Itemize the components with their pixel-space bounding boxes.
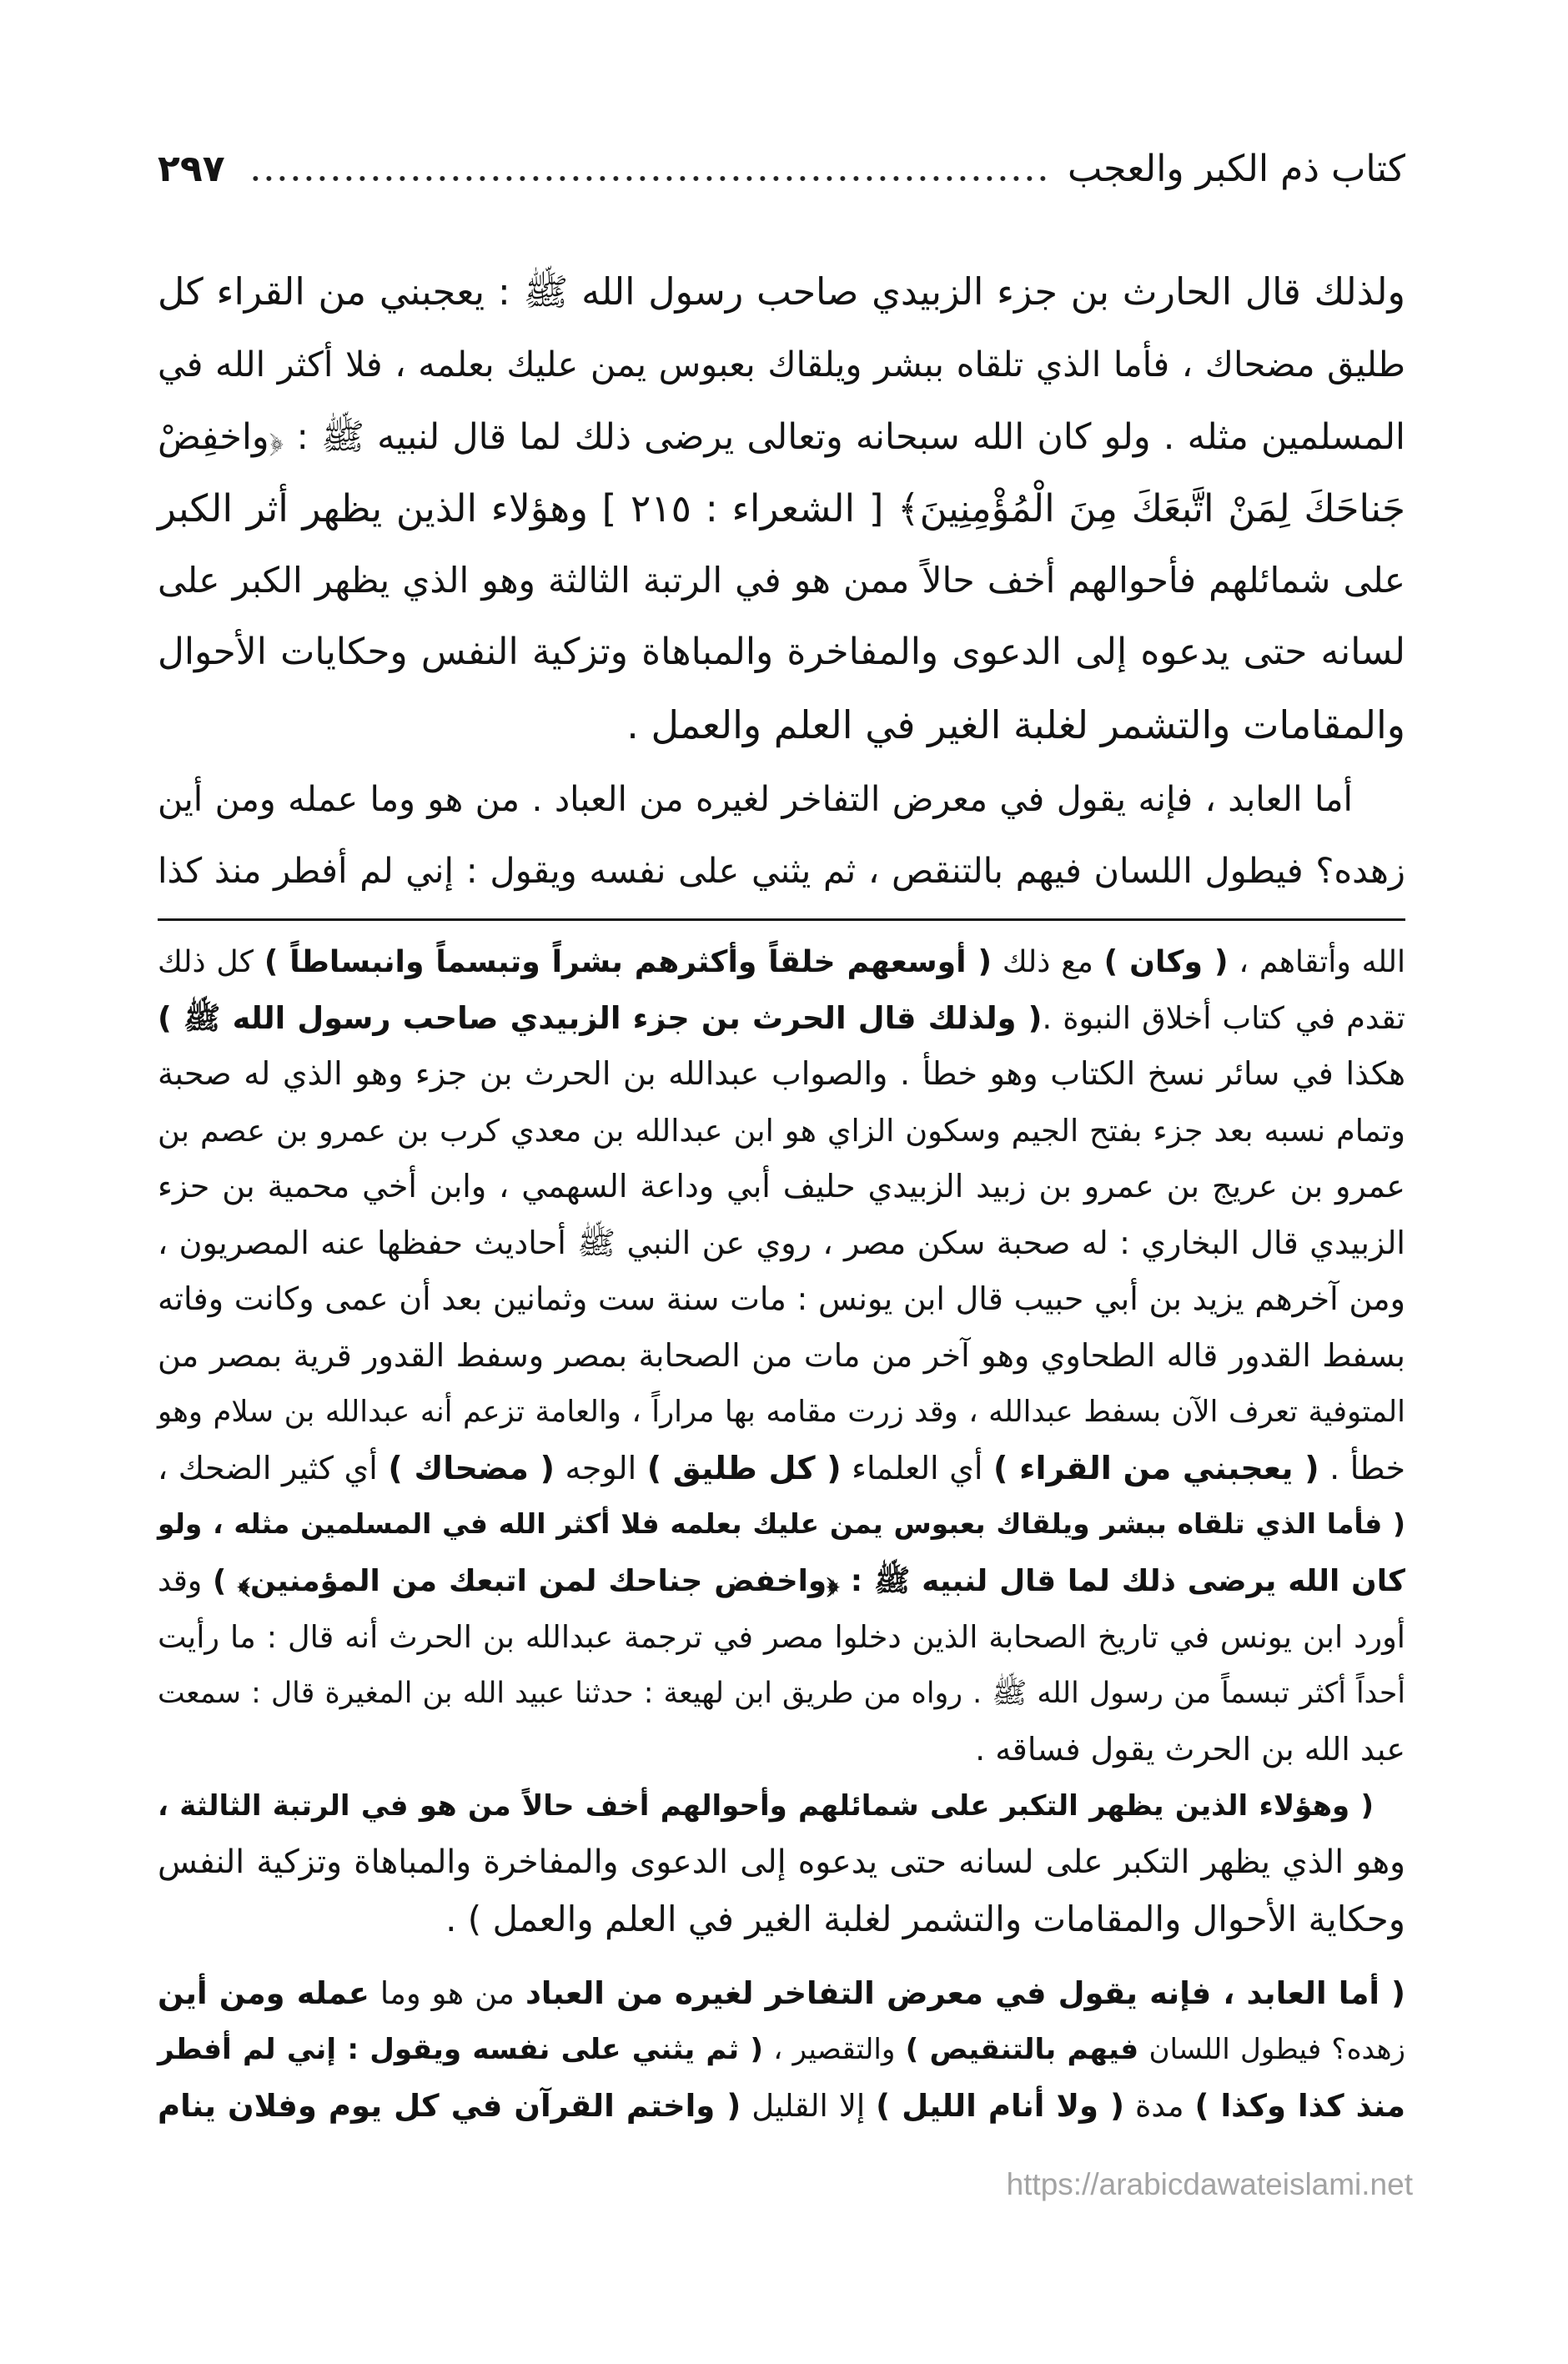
dotted-leader [247,175,1049,182]
emphasized-text: ( أوسعهم خلقاً وأكثرهم بشراً وتبسماً وانبساطاً ) [264,943,992,979]
text-line: عمرو بن عريج بن عمرو بن زبيد الزبيدي حليف أبي وداعة السهمي ، وابن أخي محمية بن حزء [158,1168,1405,1205]
commentary [158,933,1405,2135]
text-line: ولذلك قال الحارث بن جزء الزبيدي صاحب رسول الله ﷺ : يعجبني من القراء كل [158,271,1405,314]
emphasized-text: منذ كذا وكذا ) [1194,2088,1405,2124]
emphasized-text: ( كل طليق ) [646,1449,842,1486]
text-run: أي كثير الضحك ، [158,1449,389,1486]
text-line: أحداً أكثر تبسماً من رسول الله ﷺ . رواه من طريق ابن لهيعة : حدثنا عبيد الله بن المغيرة قال : سمعت [158,1676,1405,1710]
text-line [158,2022,1405,2079]
text-line [158,1965,1405,2022]
text-run: زهده؟ فيطول اللسان [1138,2032,1406,2066]
emphasized-text: ( أما العابد ، فإنه يقول في معرض التفاخر لغيره من العباد [525,1975,1405,2011]
emphasized-text: ( ثم يثني على نفسه ويقول : إني لم أفطر [158,2032,763,2066]
text-run: مع ذلك [991,943,1104,979]
text-line [158,1778,1405,1835]
text-run: من هو وما [369,1975,525,2011]
text-line [158,2078,1405,2135]
text-run: إلا القليل [741,2088,877,2124]
emphasized-text: ( ولا أنام الليل ) [876,2088,1124,2124]
text-line: عبد الله بن الحرث يقول فساقه . [975,1731,1405,1768]
text-run: كل ذلك [158,943,264,979]
emphasized-text: ( ولذلك قال الحرث بن جزء الزبيدي صاحب رسول الله ﷺ ) [158,999,1043,1036]
text-run: والتقصير ، [762,2032,906,2066]
text-run: أي العلماء [841,1449,994,1486]
text-line: المسلمين مثله . ولو كان الله سبحانه وتعالى يرضى ذلك لما قال لنبيه ﷺ : ﴿واخفِضْ [158,415,1405,458]
text-run: الوجه [554,1449,647,1486]
page-number: ٢٩٧ [158,147,225,190]
text-line [158,1553,1405,1610]
running-title: كتاب ذم الكبر والعجب [1067,147,1405,190]
text-line: جَناحَكَ لِمَنْ اتَّبعَكَ مِنَ الْمُؤْمِنِينَ﴾ [ الشعراء : ٢١٥ ] وهؤلاء الذين يظهر أثر الكبر [158,485,1405,531]
commentary-paragraph [158,933,1405,1778]
text-line: بسفط القدور قاله الطحاوي وهو آخر من مات من الصحابة بمصر وسفط القدور قرية بمصر من [158,1336,1405,1374]
emphasized-text: ( واختم القرآن في كل يوم وفلان ينام [158,2088,741,2124]
text-line: هكذا في سائر نسخ الكتاب وهو خطأ . والصواب عبدالله بن الحرث بن جزء وهو الذي له صحبة [158,1055,1405,1092]
emphasized-text: ( مضحاك ) [388,1449,555,1486]
text-line: والمقامات والتشمر لغلبة الغير في العلم والعمل . [626,702,1405,747]
emphasized-text: ( وكان ) [1103,943,1229,979]
text-line: وتمام نسبه بعد جزء بفتح الجيم وسكون الزاي هو ابن عبدالله بن معدي كرب بن عمرو بن عصم بن [158,1112,1405,1149]
text-run: مدة [1124,2088,1195,2124]
page-header [158,135,1405,202]
emphasized-text: فيهم بالتنقيص ) [905,2032,1139,2066]
text-line: زهده؟ فيطول اللسان فيهم بالتنقص ، ثم يثني على نفسه ويقول : إني لم أفطر منذ كذا [158,850,1405,892]
emphasized-text: عمله ومن أين [158,1975,369,2011]
text-line: ومن آخرهم يزيد بن أبي حبيب قال ابن يونس : مات سنة ست وثمانين بعد أن عمى وكانت وفاته [158,1280,1405,1317]
text-line: طليق مضحاك ، فأما الذي تلقاه ببشر ويلقاك بعبوس يمن عليك بعلمه ، فلا أكثر الله في [158,344,1405,385]
emphasized-text: كان الله يرضى ذلك لما قال لنبيه ﷺ : ﴿واخفض جناحك لمن اتبعك من المؤمنين﴾ ) [213,1563,1405,1598]
text-run: خطأ . [1319,1449,1405,1486]
text-line [158,990,1405,1047]
text-line: أما العابد ، فإنه يقول في معرض التفاخر لغيره من العباد . من هو وما عمله ومن أين [158,779,1353,820]
text-line: أورد ابن يونس في تاريخ الصحابة الذين دخلوا مصر في ترجمة عبدالله بن الحرث أنه قال : ما رأيت [158,1619,1405,1655]
text-line [158,933,1405,990]
text-line: الزبيدي قال البخاري : له صحبة سكن مصر ، روي عن النبي ﷺ أحاديث حفظها عنه المصريون ، [158,1224,1405,1261]
emphasized-text: ( يعجبني من القراء ) [993,1449,1319,1486]
text-line [158,1441,1405,1497]
text-line: المتوفية تعرف الآن بسفط عبدالله ، وقد زرت مقامه بها مراراً ، والعامة تزعم أنه عبدالله بن سلام وهو [158,1395,1405,1429]
text-line: وحكاية الأحوال والمقامات والتشمر لغلبة الغير في العلم والعمل ) . [445,1898,1405,1939]
commentary-paragraph [158,1965,1405,2135]
emphasized-text: ( وهؤلاء الذين يظهر التكبر على شمائلهم وأحوالهم أخف حالاً من هو في الرتبة الثالثة ، [158,1788,1374,1823]
text-line: وهو الذي يظهر التكبر على لسانه حتى يدعوه إلى الدعوى والمفاخرة والمباهاة وتزكية النفس [158,1843,1405,1881]
text-run: تقدم في كتاب أخلاق النبوة . [1042,999,1405,1036]
footnote-separator [158,918,1405,921]
text-run: وقد [158,1563,214,1598]
commentary-paragraph [158,1778,1405,1948]
text-line: على شمائلهم فأحوالهم أخف حالاً ممن هو في الرتبة الثالثة وهو الذي يظهر الكبر على [158,560,1405,601]
main-paragraph [158,763,1405,908]
text-line: لسانه حتى يدعوه إلى الدعوى والمفاخرة والمباهاة وتزكية النفس وحكايات الأحوال [158,631,1405,674]
main-paragraph [158,257,1405,761]
emphasized-text: ( فأما الذي تلقاه ببشر ويلقاك بعبوس يمن عليك بعلمه فلا أكثر الله في المسلمين مثله ، ولو [158,1508,1405,1540]
text-run: الله وأتقاهم ، [1228,943,1406,979]
main-text [158,257,1405,908]
watermark-url: https://arabicdawateislami.net [1006,2167,1413,2201]
text-line [158,1496,1405,1553]
